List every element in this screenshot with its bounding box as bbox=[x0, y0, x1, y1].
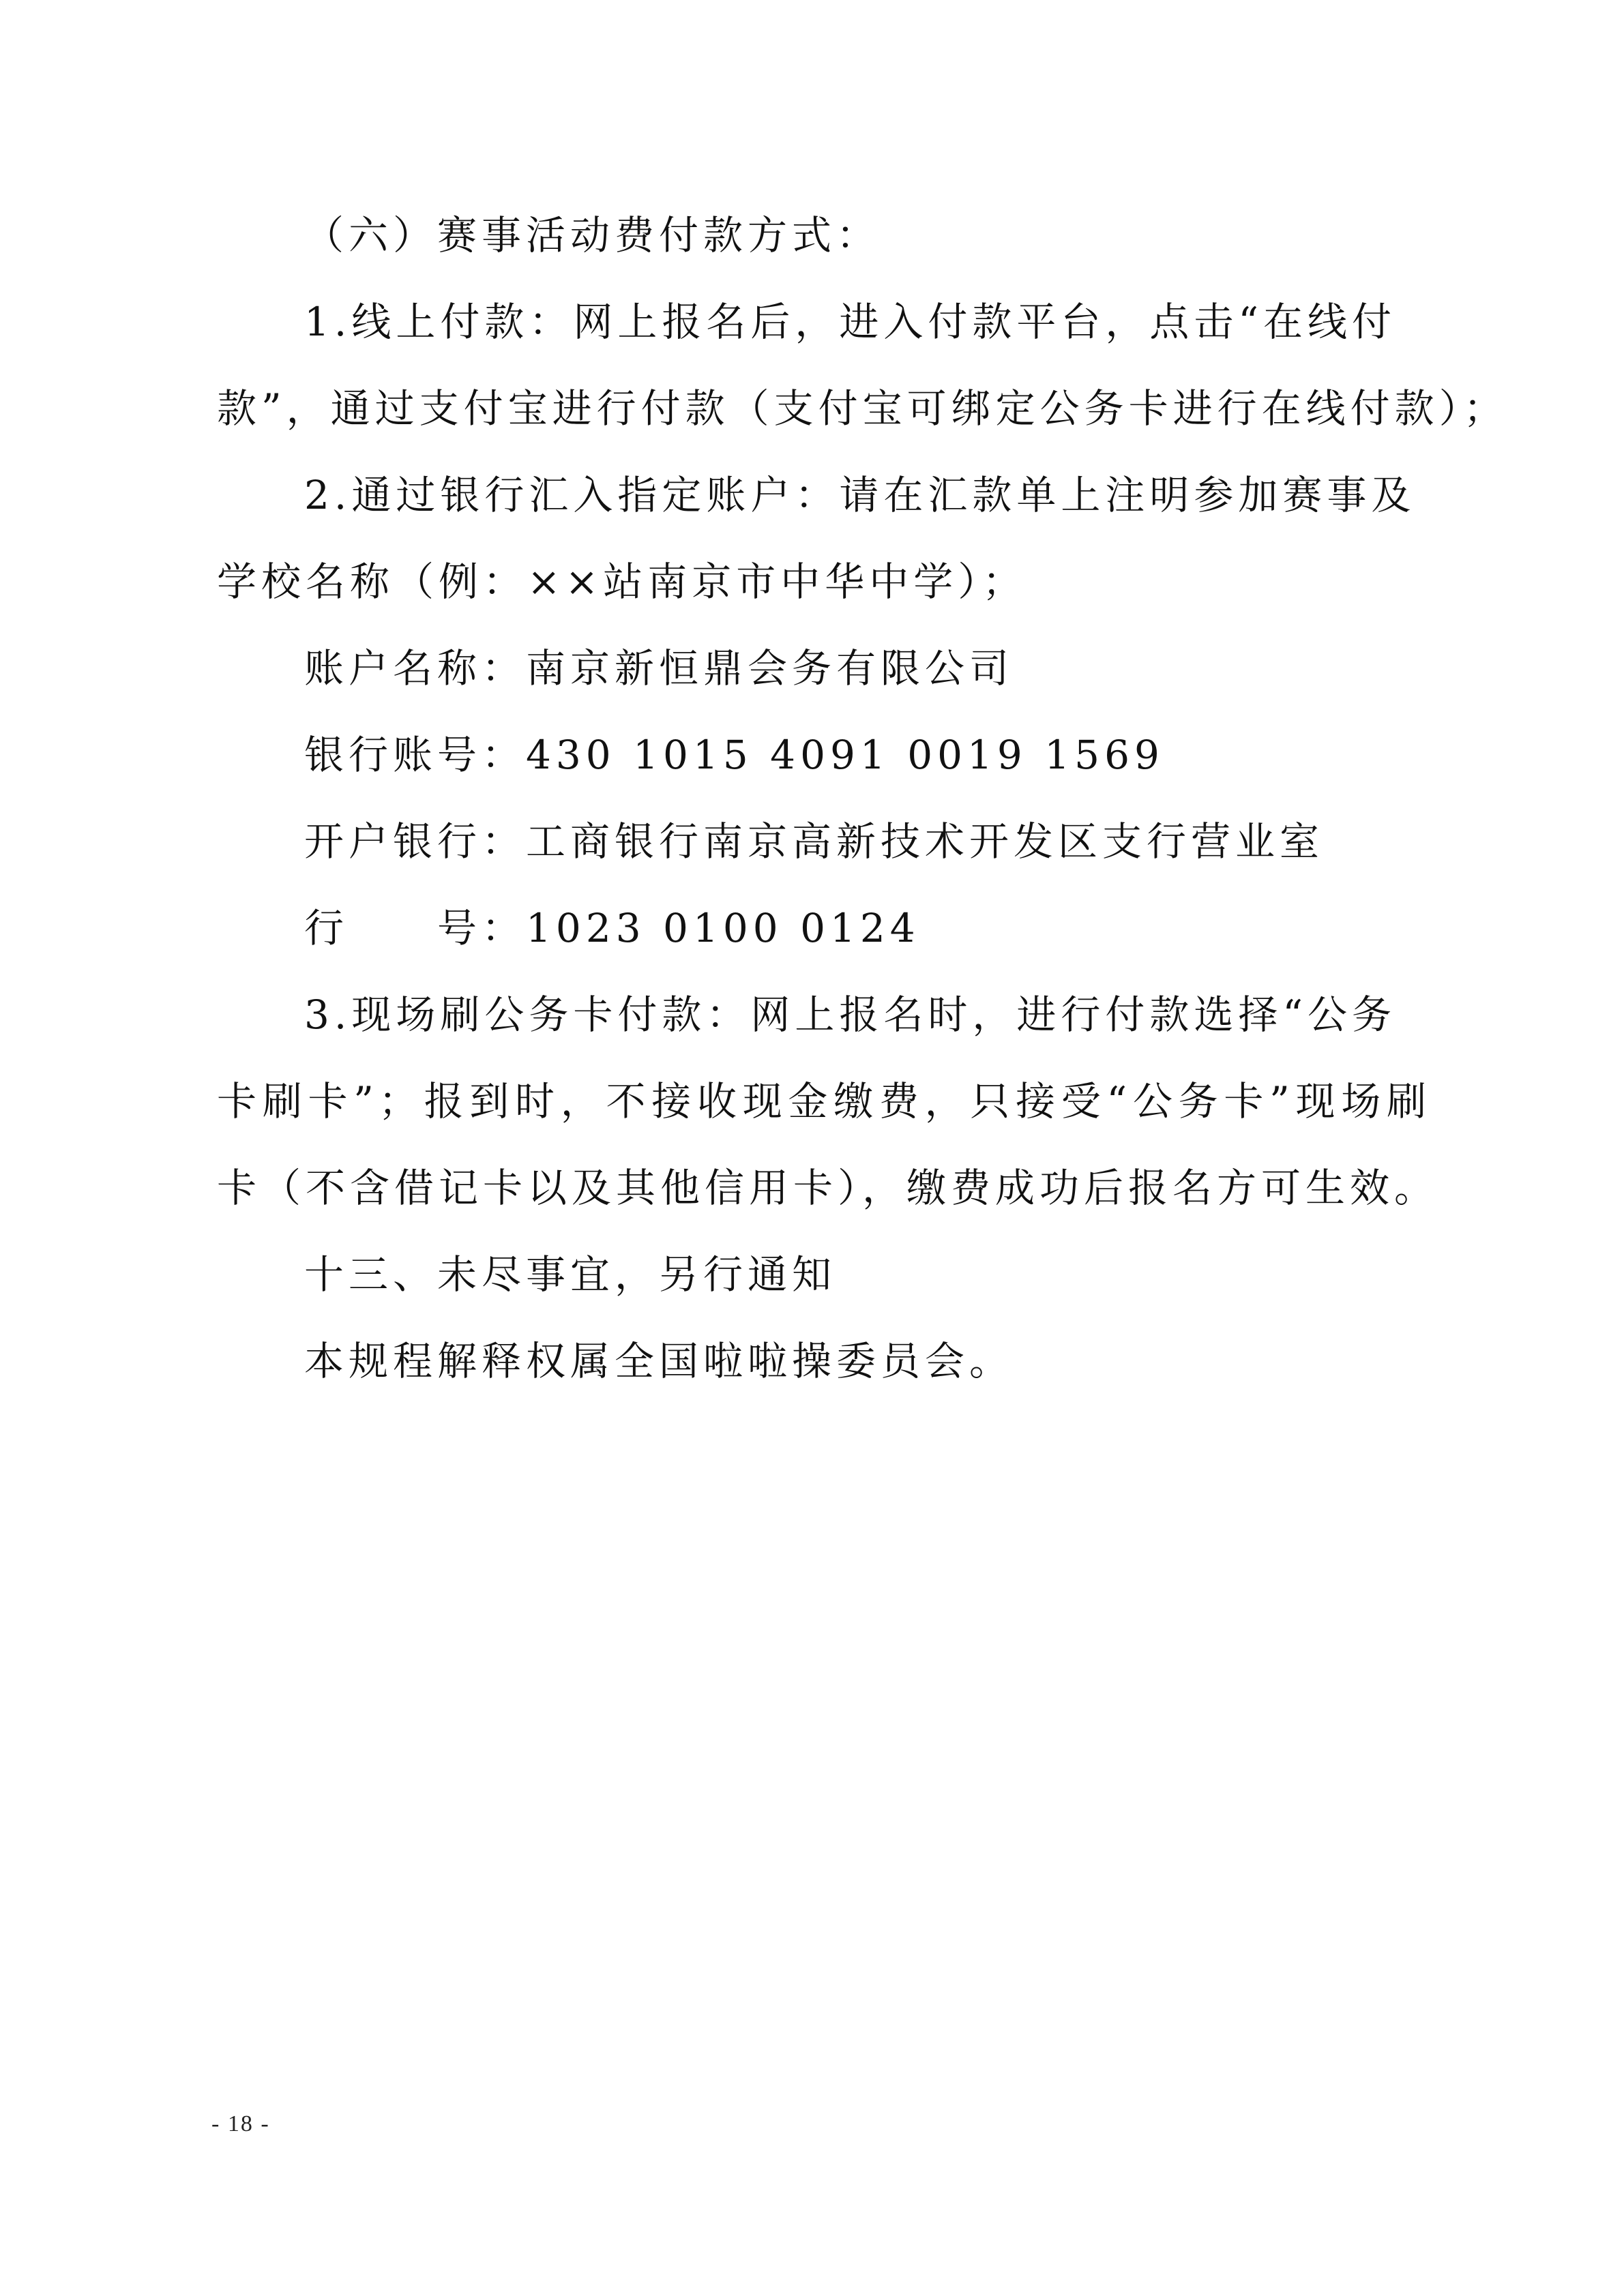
page-number: - 18 - bbox=[211, 2111, 270, 2136]
account-number-line: 银行账号：430 1015 4091 0019 1569 bbox=[304, 732, 1164, 778]
paragraph-online-payment-line-1: 1.线上付款：网上报名后，进入付款平台，点击“在线付 bbox=[304, 299, 1396, 345]
paragraph-bank-transfer-line-2: 学校名称（例：××站南京市中华中学）； bbox=[217, 558, 1027, 605]
bank-code-label: 行 号： bbox=[304, 905, 527, 951]
section-heading-payment-methods: （六）赛事活动费付款方式： bbox=[304, 212, 881, 258]
section-13-heading: 十三、未尽事宜，另行通知 bbox=[304, 1251, 837, 1298]
bank-branch-line: 开户银行：工商银行南京高新技术开发区支行营业室 bbox=[304, 818, 1325, 865]
document-body bbox=[217, 192, 1508, 1405]
bank-code-value: 1023 0100 0124 bbox=[526, 905, 920, 951]
paragraph-card-payment-line-2: 卡刷卡”；报到时，不接收现金缴费，只接受“公务卡”现场刷 bbox=[217, 1078, 1431, 1124]
paragraph-online-payment-line-2: 款”，通过支付宝进行付款（支付宝可绑定公务卡进行在线付款）； bbox=[217, 385, 1508, 432]
interpretation-statement: 本规程解释权属全国啦啦操委员会。 bbox=[304, 1338, 1014, 1384]
paragraph-card-payment-line-1: 3.现场刷公务卡付款：网上报名时，进行付款选择“公务 bbox=[304, 992, 1396, 1038]
account-name-line: 账户名称：南京新恒鼎会务有限公司 bbox=[304, 645, 1014, 691]
bank-code-line bbox=[217, 885, 1431, 972]
paragraph-bank-transfer-line-1: 2.通过银行汇入指定账户：请在汇款单上注明参加赛事及 bbox=[304, 472, 1416, 518]
paragraph-card-payment-line-3: 卡（不含借记卡以及其他信用卡），缴费成功后报名方可生效。 bbox=[217, 1165, 1439, 1211]
